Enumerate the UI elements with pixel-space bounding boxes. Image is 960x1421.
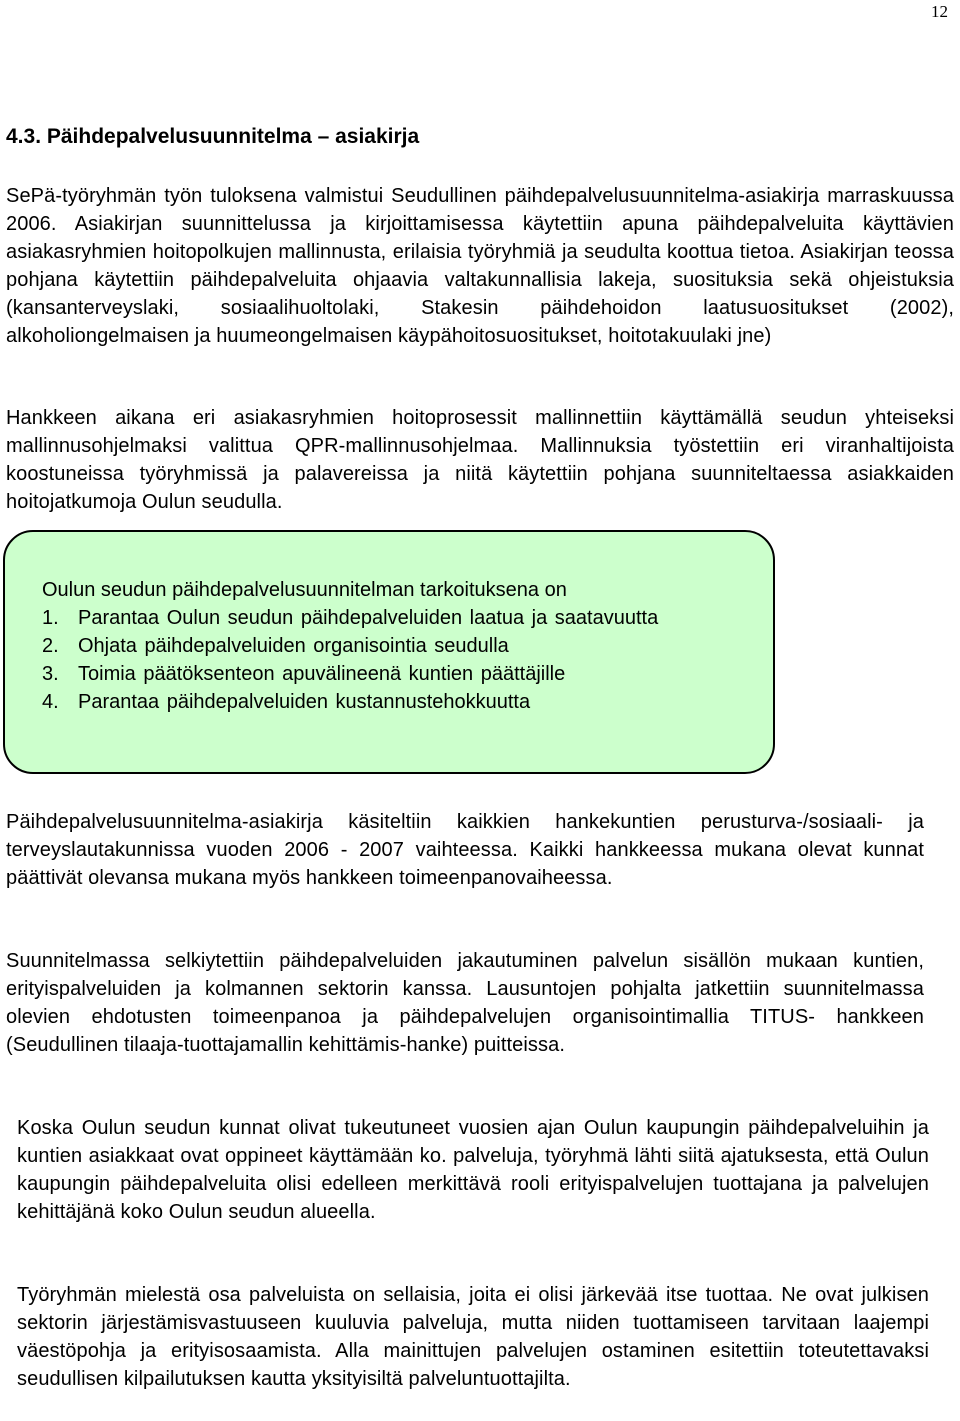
paragraph-modelling: Hankkeen aikana eri asiakasryhmien hoitoprosessit mallinnettiin käyttämällä seudun yhteiseksi mallinnusohjelmaksi valittua QPR-mallinnusohjelmaa. Mallinnuksia työstettiin eri viranhaltijoista koostuneissa työryhmissä ja palavereissa ja niitä käytettiin pohjana suunniteltaessa asiakkaiden hoitojatkumoja Oulun seudulla. bbox=[6, 407, 954, 513]
goals-box bbox=[3, 530, 775, 774]
goal-item bbox=[42, 688, 728, 716]
goal-number: 2. bbox=[42, 635, 59, 657]
goal-item bbox=[42, 660, 728, 688]
paragraph-oulu-role: Koska Oulun seudun kunnat olivat tukeutuneet vuosien ajan Oulun kaupungin päihdepalveluihin ja kuntien asiakkaat ovat oppineet käyttämään ko. palveluja, työryhmä lähti siitä ajatuksesta, että Oulun kaupungin päihdepalveluita olisi edelleen merkittävä rooli erityispalvelujen tuottajana ja palvelujen kehittäjänä koko Oulun seudun alueella. bbox=[17, 1117, 929, 1223]
goal-number: 3. bbox=[42, 663, 59, 685]
goal-item bbox=[42, 604, 728, 632]
goals-title: Oulun seudun päihdepalvelusuunnitelman tarkoituksena on bbox=[42, 579, 567, 601]
paragraph-procurement: Työryhmän mielestä osa palveluista on sellaisia, joita ei olisi järkevää itse tuottaa. Ne ovat julkisen sektorin järjestämisvastuuseen kuuluvia palveluja, mutta niiden tuottamiseen tarvitaan laajempi väestöpohja ja erityisosaamista. Alla mainittujen palvelujen ostaminen esitettiin toteutettavaksi seudullisen kilpailutuksen kautta yksityisiltä palveluntuottajilta. bbox=[17, 1284, 929, 1390]
goals-list bbox=[42, 604, 728, 716]
paragraph-clarification: Suunnitelmassa selkiytettiin päihdepalveluiden jakautuminen palvelun sisällön mukaan kuntien, erityispalveluiden ja kolmannen sektorin kanssa. Lausuntojen pohjalta jatkettiin suunnitelmassa olevien ehdotusten toimeenpanoa ja päihdepalvelujen organisointimallia TITUS- hankkeen (Seudullinen tilaaja-tuottajamallin kehittämis-hanke) puitteissa. bbox=[6, 950, 924, 1056]
goal-number: 1. bbox=[42, 607, 59, 629]
goal-text: Toimia päätöksenteon apuvälineenä kuntien päättäjille bbox=[78, 663, 566, 685]
paragraph-committees: Päihdepalvelusuunnitelma-asiakirja käsiteltiin kaikkien hankekuntien perusturva-/sosiaali- ja terveyslautakunnissa vuoden 2006 - 2007 vaihteessa. Kaikki hankkeessa mukana olevat kunnat päättivät olevansa mukana myös hankkeen toimeenpanovaiheessa. bbox=[6, 811, 924, 889]
section-heading: 4.3. Päihdepalvelusuunnitelma – asiakirja bbox=[6, 125, 420, 148]
goal-item bbox=[42, 632, 728, 660]
paragraph-sepa-results: SePä-työryhmän työn tuloksena valmistui Seudullinen päihdepalvelusuunnitelma-asiakirja marraskuussa 2006. Asiakirjan suunnittelussa ja kirjoittamisessa käytettiin apuna päihdepalveluita käyttävien asiakasryhmien hoitopolkujen mallinnusta, erilaisia työryhmiä ja seudulta koottua tietoa. Asiakirjan teossa pohjana käytettiin päihdepalveluita ohjaavia valtakunnallisia lakeja, suosituksia sekä ohjeistuksia (kansanterveyslaki, sosiaalihuoltolaki, Stakesin päihdehoidon laatusuositukset (2002), alkoholiongelmaisen ja huumeongelmaisen käypähoitosuositukset, hoitotakuulaki jne) bbox=[6, 185, 954, 347]
goal-text: Parantaa Oulun seudun päihdepalveluiden laatua ja saatavuutta bbox=[78, 607, 659, 629]
goal-number: 4. bbox=[42, 691, 59, 713]
goal-text: Ohjata päihdepalveluiden organisointia seudulla bbox=[78, 635, 509, 657]
page-number: 12 bbox=[931, 2, 948, 21]
goal-text: Parantaa päihdepalveluiden kustannustehokkuutta bbox=[78, 691, 531, 713]
